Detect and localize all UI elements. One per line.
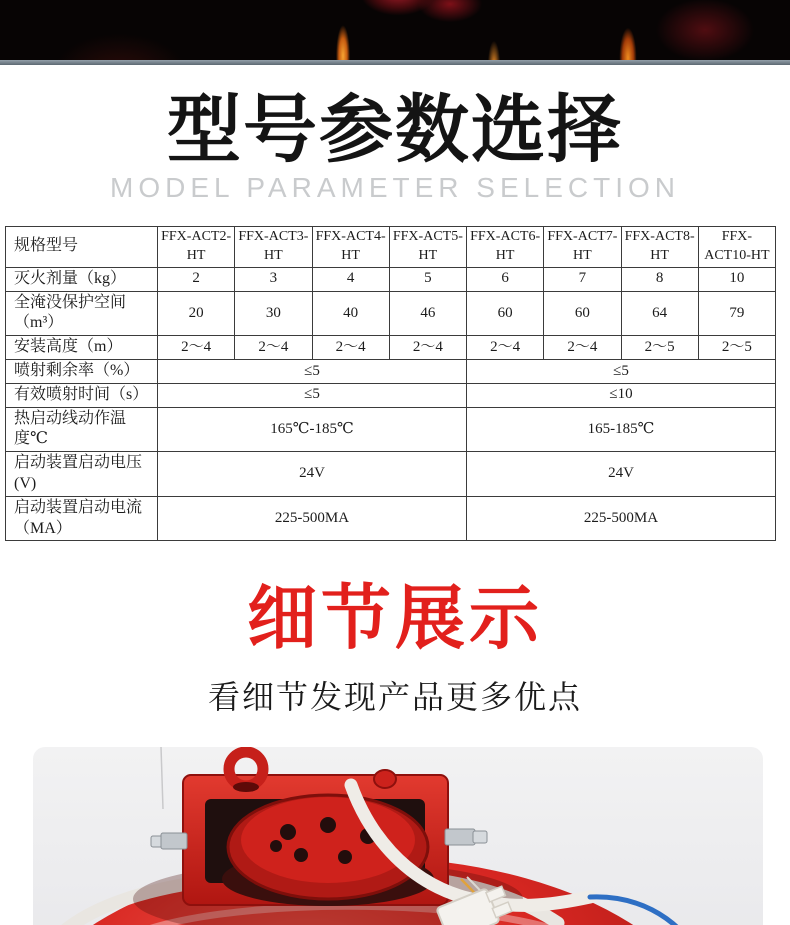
row-label: 有效喷射时间（s） [6, 383, 158, 407]
spec-header-label: 规格型号 [6, 227, 158, 268]
value-cell: 46 [389, 291, 466, 336]
merged-value-cell: 24V [158, 452, 467, 497]
value-cell: 20 [158, 291, 235, 336]
value-cell: 2～5 [621, 336, 698, 360]
spec-table [5, 226, 776, 541]
page-subtitle: MODEL PARAMETER SELECTION [110, 172, 680, 203]
table-row [6, 407, 776, 452]
fire-extinguisher-illustration [33, 747, 763, 925]
model-cell: FFX-ACT6-HT [467, 227, 544, 268]
detail-subtitle: 看细节发现产品更多优点 [207, 679, 582, 716]
value-cell: 2～5 [698, 336, 775, 360]
row-label: 热启动线动作温度℃ [6, 407, 158, 452]
row-label: 全淹没保护空间（m³） [6, 291, 158, 336]
value-cell: 2～4 [467, 336, 544, 360]
page-title: 型号参数选择 [167, 88, 623, 171]
merged-value-cell: 165℃-185℃ [158, 407, 467, 452]
value-cell: 2～4 [544, 336, 621, 360]
value-cell: 2～4 [235, 336, 312, 360]
merged-value-cell: 225-500MA [467, 496, 776, 541]
merged-value-cell: ≤5 [158, 383, 467, 407]
merged-value-cell: 24V [467, 452, 776, 497]
value-cell: 79 [698, 291, 775, 336]
value-cell: 2～4 [389, 336, 466, 360]
row-label: 安装高度（m） [6, 336, 158, 360]
model-cell: FFX-ACT7-HT [544, 227, 621, 268]
model-cell: FFX-ACT5-HT [389, 227, 466, 268]
value-cell: 6 [467, 267, 544, 291]
value-cell: 60 [544, 291, 621, 336]
table-row [6, 291, 776, 336]
value-cell: 10 [698, 267, 775, 291]
merged-value-cell: 165-185℃ [467, 407, 776, 452]
hero-fire-image [0, 0, 790, 60]
row-label: 灭火剂量（kg） [6, 267, 158, 291]
model-cell: FFX-ACT4-HT [312, 227, 389, 268]
merged-value-cell: ≤5 [467, 359, 776, 383]
value-cell: 2～4 [158, 336, 235, 360]
value-cell: 3 [235, 267, 312, 291]
value-cell: 64 [621, 291, 698, 336]
table-row [6, 359, 776, 383]
merged-value-cell: 225-500MA [158, 496, 467, 541]
value-cell: 60 [467, 291, 544, 336]
row-label: 启动装置启动电流（MA） [6, 496, 158, 541]
model-cell: FFX-ACT8-HT [621, 227, 698, 268]
detail-title: 细节展示 [247, 579, 543, 658]
row-label: 喷射剩余率（%） [6, 359, 158, 383]
value-cell: 40 [312, 291, 389, 336]
table-row [6, 496, 776, 541]
model-cell: FFX-ACT2-HT [158, 227, 235, 268]
value-cell: 4 [312, 267, 389, 291]
table-row [6, 267, 776, 291]
value-cell: 5 [389, 267, 466, 291]
model-cell: FFX-ACT10-HT [698, 227, 775, 268]
table-row [6, 383, 776, 407]
value-cell: 2～4 [312, 336, 389, 360]
value-cell: 30 [235, 291, 312, 336]
detail-section-header [0, 579, 790, 716]
row-label: 启动装置启动电压(V) [6, 452, 158, 497]
table-row [6, 227, 776, 268]
value-cell: 8 [621, 267, 698, 291]
product-detail-photo [33, 747, 763, 925]
merged-value-cell: ≤5 [158, 359, 467, 383]
model-parameter-header [0, 65, 790, 202]
value-cell: 7 [544, 267, 621, 291]
merged-value-cell: ≤10 [467, 383, 776, 407]
table-row [6, 336, 776, 360]
model-cell: FFX-ACT3-HT [235, 227, 312, 268]
table-row [6, 452, 776, 497]
value-cell: 2 [158, 267, 235, 291]
